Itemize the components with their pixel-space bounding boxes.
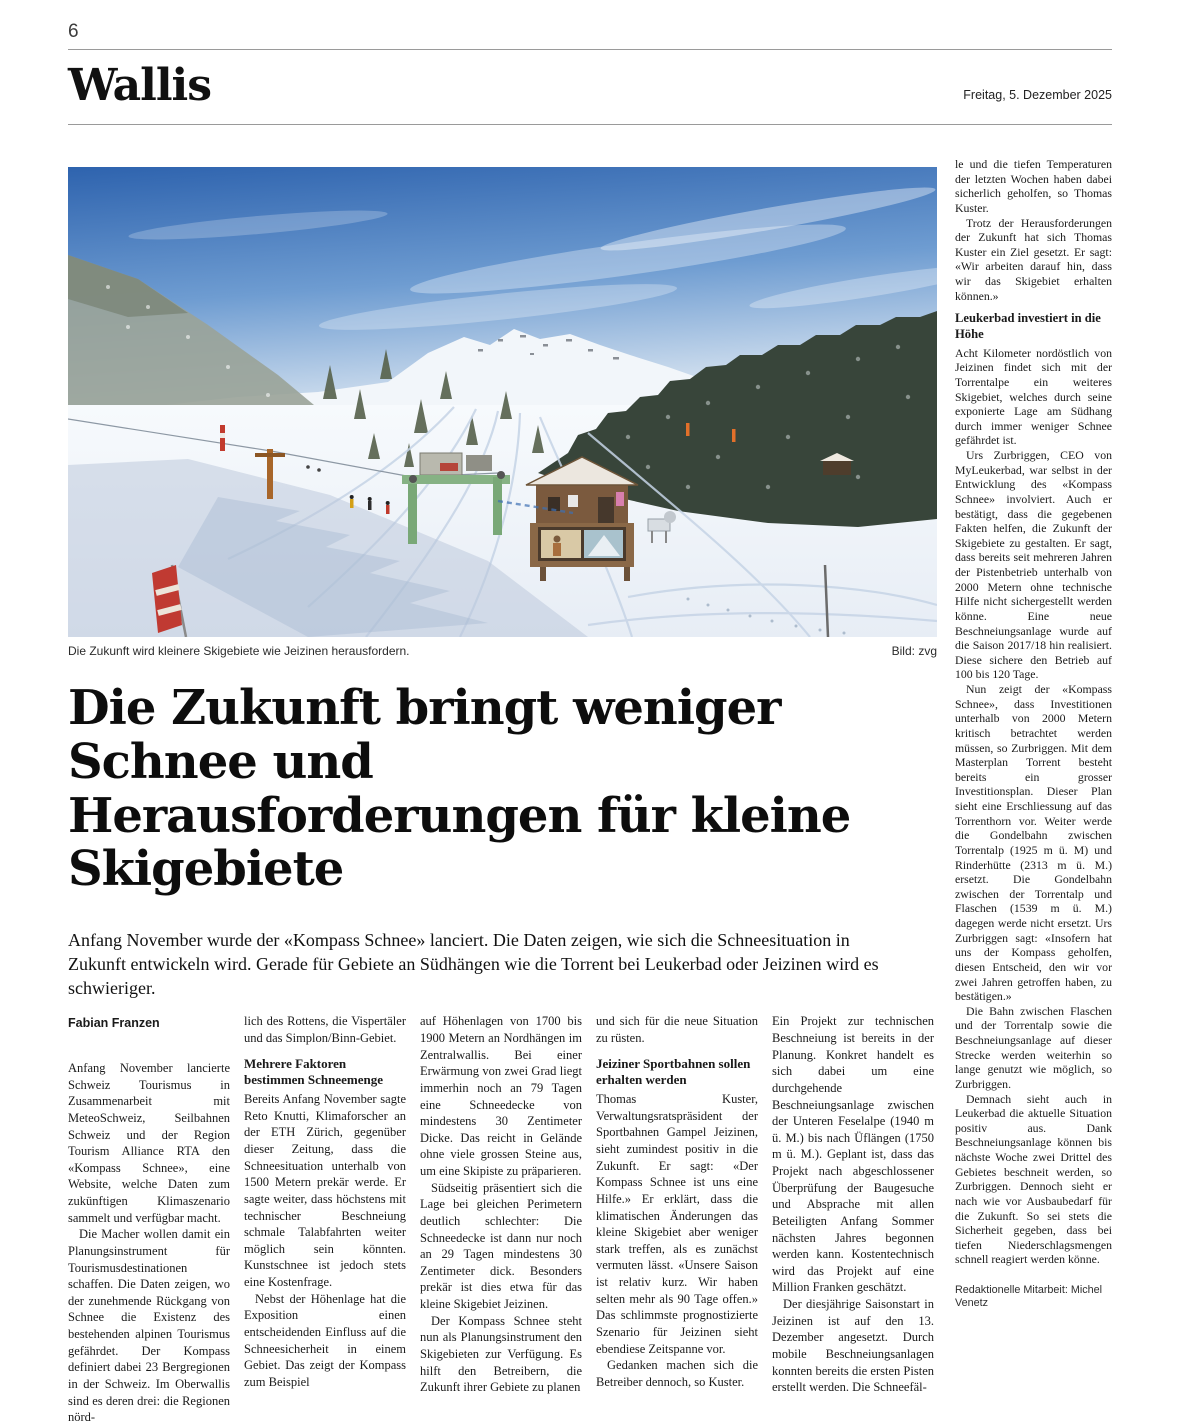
body-column-3 xyxy=(420,1013,582,1425)
paragraph: Der diesjährige Saisonstart in Jeizinen ist auf den 13. Dezember angesetzt. Durch mobile Beschneiungsanlagen konnten bereits die ersten Pisten erstellt werden. Die Schneefäl- xyxy=(772,1297,934,1395)
paragraph: lich des Rottens, die Vispertäler und das Simplon/Binn-Gebiet. xyxy=(244,1014,406,1046)
paragraph: Die Bahn zwischen Flaschen und der Torrentalp sowie die Beschneiungsanlage auf dieser Strecke werden weiterhin so lange genutzt wie möglich, so Zurbriggen. xyxy=(955,1003,1112,1091)
photo-caption-row xyxy=(68,644,937,658)
paragraph: und sich für die neue Situation zu rüsten. xyxy=(596,1014,758,1046)
paragraph: Anfang November lancierte Schweiz Tourismus in Zusammenarbeit mit MeteoSchweiz, Seilbahnen Schweiz und der Region Tourism Alliance RTA den «Kompass Schnee», eine Website, welche Daten zum zukünftigen Klimaszenario sammelt und verfügbar macht. xyxy=(68,1061,230,1225)
ski-area-photo-illustration xyxy=(68,167,937,637)
paragraph: Bereits Anfang November sagte Reto Knutti, Klimaforscher an der ETH Zürich, gegenüber dieser Zeitung, dass die Schneesituation unterhalb von 1500 Metern prekär werde. Er sagte weiter, dass höchstens mit technischer Beschneiung schmale Talabfahrten weiter möglich sein könnten. Kunstschnee ist jedoch stets eine Kostenfrage. xyxy=(244,1092,406,1290)
paragraph: Demnach sieht auch in Leukerbad die aktuelle Situation positiv aus. Dank Beschneiungsanlage können bis nächste Woche zwei Drittel des Gebietes beschneit werden, so Zurbriggen. Dennoch sieht er nach wie vor Ausbaubedarf für die Zukunft. So sei stets die Sicherheit gegeben, dass bei tiefen Niederschlagsmengen schnell reagiert werden könne. xyxy=(955,1091,1112,1267)
paragraph: Ein Projekt zur technischen Beschneiung ist bereits in der Planung. Konkret handelt es sich dabei um eine durchgehende Beschneiungsanlage zwischen der Unteren Feselalpe (1940 m ü. M.) bis nach Üflängen (1750 m ü. M.). Geplant ist, dass das Projekt nach abgeschlossener Überprüfung der Baugesuche und Absprache mit allen Beteiligten Anfang Sommer nächsten Jahres begonnen werden kann. Kostentechnisch wird das Projekt auf eine Million Franken geschätzt. xyxy=(772,1014,934,1295)
paragraph: Acht Kilometer nordöstlich von Jeizinen findet sich mit der Torrentalpe ein weiteres Skigebiet, welches durch seine exponierte Lage am Südhang durch immer weniger Schnee gefährdet ist. xyxy=(955,345,1112,448)
red-marker-pylon xyxy=(220,425,225,451)
subheading: Leukerbad investiert in die Höhe xyxy=(955,311,1101,341)
body-column-1 xyxy=(68,1013,230,1425)
body-column-5 xyxy=(772,1013,934,1425)
paragraph: auf Höhenlagen von 1700 bis 1900 Metern an Nordhängen im Zentralwallis. Bei einer Erwärmung von zwei Grad liegt immerhin noch an 79 Tagen eine Schneedecke von mindestens 30 Zentimeter Dicke. Das reicht in Gelände ohne viele grossen Steine aus, um eine Skipiste zu präparieren. xyxy=(420,1014,582,1179)
section-title: Wallis xyxy=(68,60,212,111)
paragraph: Der Kompass Schnee steht nun als Planungsinstrument den Skigebieten zur Verfügung. Es hilft den Betreibern, die Zukunft ihrer Gebiete zu planen xyxy=(420,1313,582,1395)
newspaper-page xyxy=(68,0,1112,1425)
page-content xyxy=(68,125,1112,1426)
paragraph: le und die tiefen Temperaturen der letzten Wochen haben dabei sicherlich geholfen, so Thomas Kuster. xyxy=(955,157,1112,215)
subheading: Mehrere Faktoren bestimmen Schneemenge xyxy=(244,1055,384,1087)
body-column-6 xyxy=(955,125,1112,1426)
subheading: Jeiziner Sportbahnen sollen erhalten werden xyxy=(596,1055,751,1087)
photo-credit: Bild: zvg xyxy=(891,644,937,658)
paragraph: Nebst der Höhenlage hat die Exposition einen entscheidenden Einfluss auf die Schneesicherheit in einem Gebiet. Das zeigt der Kompass zum Beispiel xyxy=(244,1291,406,1389)
body-column-2 xyxy=(244,1013,406,1425)
edition-date: Freitag, 5. Dezember 2025 xyxy=(963,88,1112,102)
paragraph: Thomas Kuster, Verwaltungsratspräsident der Sportbahnen Gampel Jeizinen, sieht zumindest positiv in die Zukunft. Er sagt: «Der Kompass Schnee ist uns eine Hilfe.» Er erklärt, dass die klimatischen Änderungen das kleine Skigebiet aber weniger stark treffen, als es zunächst vermuten lässt. «Unsere Saison ist relativ kurz. Wir haben selten mehr als 90 Tage offen.» Das schlimmste prognostizierte Szenario für Jeizinen sieht ebendiese Zeitspanne vor. xyxy=(596,1092,758,1356)
editorial-credit: Redaktionelle Mitarbeit: Michel Venetz xyxy=(955,1284,1103,1310)
article-main-area xyxy=(68,125,937,1426)
paragraph: Urs Zurbriggen, CEO von MyLeukerbad, war selbst in der Entwicklung des «Kompass Schnee» involviert. Auch er bestätigt, dass die gegebenen Fakten helfen, die Zukunft der Skigebiete zu gestalten. Er sagt, dass bereits seit mehreren Jahren der Pistenbetrieb unterhalb von 2000 Metern ohne technische Hilfe nicht sichergestellt werden könne. Eine neue Beschneiungsanlage wurde auf die Saison 2017/18 hin realisiert. Diese sichere den Betrieb auf 100 bis 120 Tage. xyxy=(955,448,1112,682)
paragraph: Nun zeigt der «Kompass Schnee», dass Investitionen unterhalb von 2000 Metern kritisch betrachtet werden müssen, so Zurbriggen. Mit dem Masterplan Torrent besteht bereits ein grosser Investitionsplan. Dieser Plan sieht eine Erschliessung auf das Torrenthorn vor. Weiter werde die Gondelbahn zwischen Torrentalp (1925 m ü. M) und Rinderhütte (2313 m ü. M.) ersetzt. Die Gondelbahn zwischen der Torrentalp und Flaschen (1539 m ü. M.) dagegen werde nicht ersetzt. Urs Zurbriggen sagt: «Insofern hat uns der Kompass geholfen, diesen Entscheid, den wir vor zwei Jahren getroffen haben, zu bestätigen.» xyxy=(955,682,1112,1004)
body-columns xyxy=(68,1013,937,1425)
article-lede: Anfang November wurde der «Kompass Schnee» lanciert. Die Daten zeigen, wie sich die Schneesituation in Zukunft entwickeln wird. Gerade für Gebiete an Südhängen wie die Torrent bei Leukerbad oder Jeizinen wird es schwieriger. xyxy=(68,930,879,998)
paragraph: Die Macher wollen damit ein Planungsinstrument für Tourismusdestinationen schaffen. Die Daten zeigen, wo der zunehmende Rückgang von Schnee die Existenz des bestehenden alpinen Tourismus gefährdet. Der Kompass definiert dabei 23 Bergregionen in der Schweiz. Im Oberwallis sind es deren drei: die Regionen nörd- xyxy=(68,1227,230,1425)
article-headline: Die Zukunft bringt weniger Schnee und Herausforderungen für kleine Skigebiete xyxy=(68,680,851,898)
paragraph: Trotz der Herausforderungen der Zukunft hat sich Thomas Kuster ein Ziel gesetzt. Er sagt: «Wir arbeiten darauf hin, dass wir das Skigebiet erhalten können.» xyxy=(955,215,1112,303)
article-photo xyxy=(68,167,937,637)
section-masthead xyxy=(68,50,1112,124)
page-number: 6 xyxy=(68,21,79,42)
paragraph: Gedanken machen sich die Betreiber dennoch, so Kuster. xyxy=(596,1358,758,1389)
photo-caption: Die Zukunft wird kleinere Skigebiete wie Jeizinen herausfordern. xyxy=(68,644,410,658)
body-column-4 xyxy=(596,1013,758,1425)
author-byline: Fabian Franzen xyxy=(68,1016,160,1031)
paragraph: Südseitig präsentiert sich die Lage bei gleichen Perimetern deutlich schlechter: Die Schneedecke ist dann nur noch an 29 Tagen mindestens 30 Zentimeter dick. Besonders prekär ist dies etwa für das kleine Skigebiet Jeizinen. xyxy=(420,1180,582,1312)
